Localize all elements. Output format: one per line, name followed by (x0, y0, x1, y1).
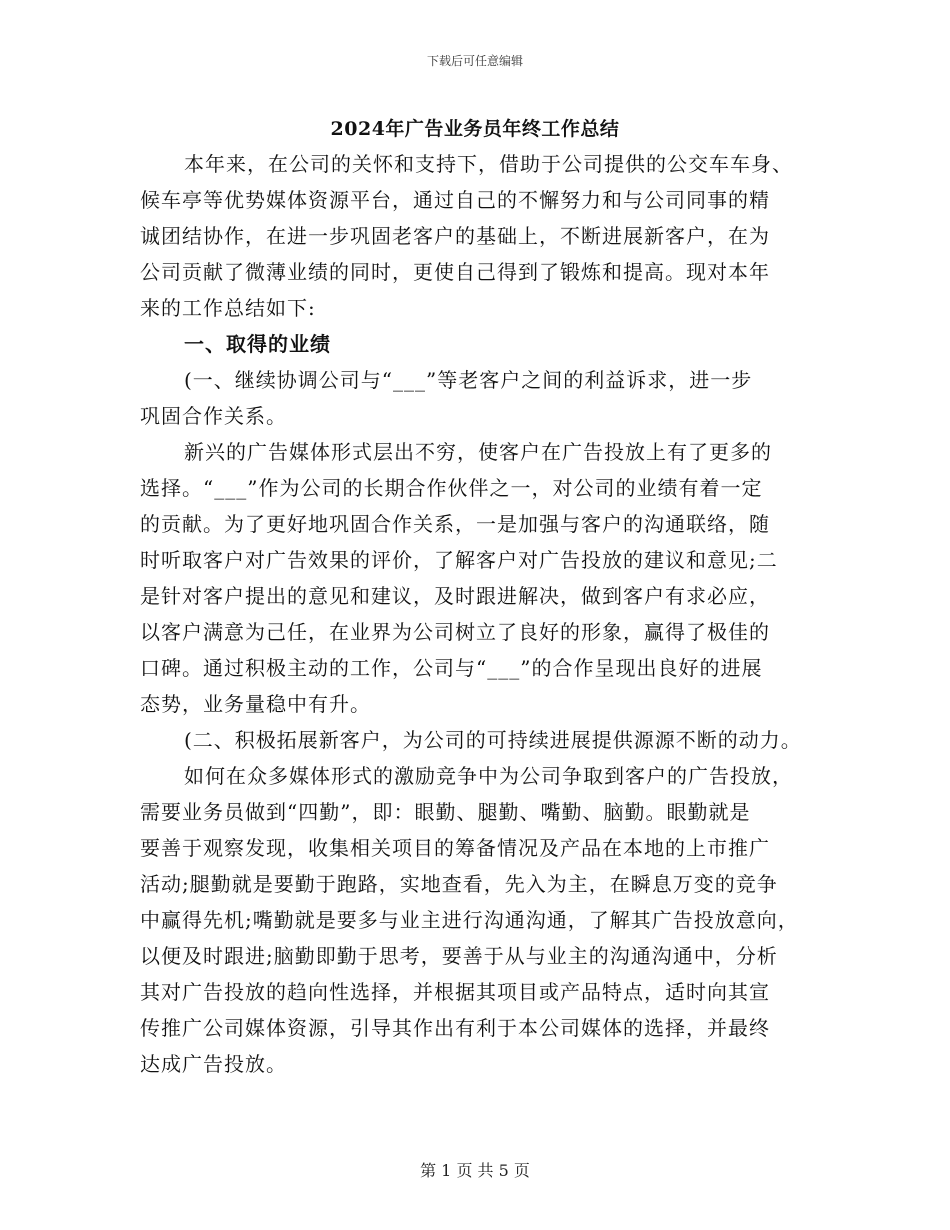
text-line: 传推广公司媒体资源，引导其作出有利于本公司媒体的选择，并最终 (140, 1016, 770, 1040)
text-line: 需要业务员做到“四勤”，即：眼勤、腿勤、嘴勤、脑勤。眼勤就是 (140, 800, 751, 824)
document-body (140, 146, 820, 1082)
text-line: 口碑。通过积极主动的工作，公司与“___”的合作呈现出良好的进展 (140, 656, 763, 680)
text-line: 来的工作总结如下: (140, 296, 316, 320)
text-line: 的贡献。为了更好地巩固合作关系，一是加强与客户的沟通联络，随 (140, 512, 770, 536)
text-line: (二、积极拓展新客户，为公司的可持续进展提供源源不断的动力。 (184, 728, 802, 752)
text-line: 公司贡献了微薄业绩的同时，更使自己得到了锻炼和提高。现对本年 (140, 260, 770, 284)
text-line: 诚团结协作，在进一步巩固老客户的基础上，不断进展新客户，在为 (140, 224, 770, 248)
text-line: 候车亭等优势媒体资源平台，通过自己的不懈努力和与公司同事的精 (140, 188, 770, 212)
document-title: 2024年广告业务员年终工作总结 (330, 118, 620, 140)
text-line: 达成广告投放。 (140, 1052, 287, 1076)
text-line: 如何在众多媒体形式的激励竞争中为公司争取到客户的广告投放， (184, 764, 793, 788)
section-heading: 一、取得的业绩 (184, 332, 331, 356)
text-line: (一、继续协调公司与“___”等老客户之间的利益诉求，进一步 (184, 368, 753, 392)
text-line: 态势，业务量稳中有升。 (140, 692, 371, 716)
text-line: 选择。“___”作为公司的长期合作伙伴之一，对公司的业绩有着一定 (140, 476, 763, 500)
text-line: 中赢得先机;嘴勤就是要多与业主进行沟通沟通，了解其广告投放意向， (140, 908, 799, 932)
text-line: 是针对客户提出的意见和建议，及时跟进解决，做到客户有求必应， (140, 584, 770, 608)
text-line: 巩固合作关系。 (140, 404, 287, 428)
text-line: 本年来，在公司的关怀和支持下，借助于公司提供的公交车车身、 (184, 152, 793, 176)
page-footer: 第 1 页 共 5 页 (420, 1161, 530, 1180)
text-line: 活动;腿勤就是要勤于跑路，实地查看，先入为主，在瞬息万变的竞争 (140, 872, 778, 896)
text-line: 以客户满意为己任，在业界为公司树立了良好的形象，赢得了极佳的 (140, 620, 770, 644)
text-line: 时听取客户对广告效果的评价，了解客户对广告投放的建议和意见;二 (140, 548, 778, 572)
text-line: 以便及时跟进;脑勤即勤于思考，要善于从与业主的沟通沟通中，分析 (140, 944, 778, 968)
text-line: 要善于观察发现，收集相关项目的筹备情况及产品在本地的上市推广 (140, 836, 770, 860)
text-line: 新兴的广告媒体形式层出不穷，使客户在广告投放上有了更多的 (184, 440, 772, 464)
text-line: 其对广告投放的趋向性选择，并根据其项目或产品特点，适时向其宣 (140, 980, 770, 1004)
header-note: 下载后可任意编辑 (426, 54, 523, 68)
